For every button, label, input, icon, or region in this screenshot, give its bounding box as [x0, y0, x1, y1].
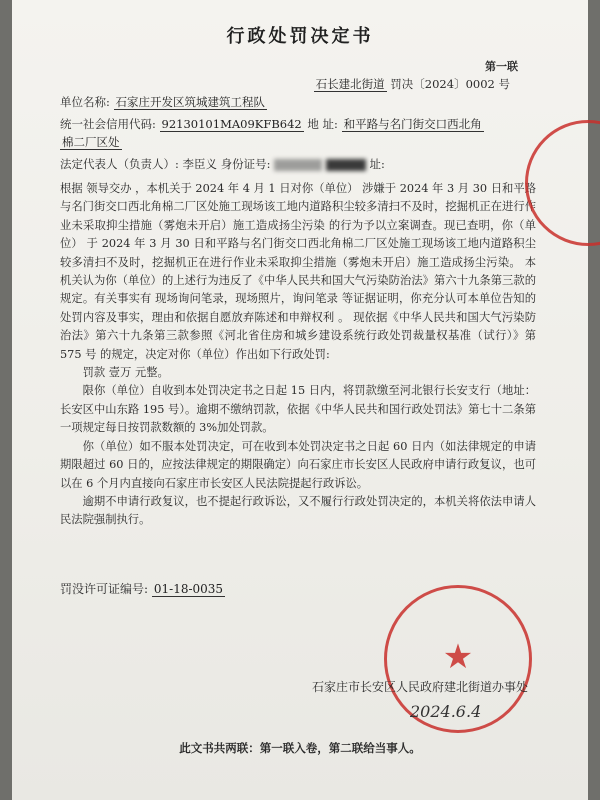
permit-label: 罚没许可证编号: — [60, 582, 149, 596]
copy-label: 第一联 — [485, 60, 518, 73]
credit-code-value: 92130101MA09KFB642 — [161, 117, 302, 131]
fine-line: 罚款 壹万 元整。 — [82, 366, 169, 380]
issuing-organization: 石家庄市长安区人民政府建北街道办事处 — [312, 680, 529, 694]
address-value: 和平路与名门街交口西北角 — [343, 117, 482, 131]
id-label: 身份证号: — [220, 157, 271, 171]
permit-number: 01-18-0035 — [153, 582, 224, 596]
permit-row — [60, 580, 225, 597]
seal-star-icon: ★ — [442, 637, 474, 677]
unit-name-label: 单位名称: — [60, 95, 110, 109]
official-seal-edge — [525, 120, 600, 246]
paragraph-case-facts: 根据 领导交办 ，本机关于 2024 年 4 月 1 日对你（单位） 涉嫌于 2024 年 3 月 30 日和平路与名门街交口西北角棉二厂区处施工现场该工地内道路积尘较多清扫不及时，挖掘机正在进行作业未采取抑尘措施（雾炮未开启）施工造成扬尘污染 的行为予以立案调查。现已查明，你（单位） 于 2024 年 3 月 30 日和平路与名门街交口西北角棉二厂区处施工现场该工地内道路积尘较多清扫不及时，挖掘机正在进行作业未采取抑尘措施（雾炮未开启）施工造成扬尘污染。 本机关认为你（单位）的上述行为违反了《中华人民共和国大气污染防治法》第六十九条第三款的规定。有关事实有 现场询问笔录，现场照片，询问笔录 等证据证明，你充分认可本单位告知的处罚内容及事实，理由和依据自愿放弃陈述和申辩权利 。 现依据《中华人民共和国大气污染防治法》第六十九条第三款参照《河北省住房和城乡建设系统行政处罚裁量权基准（试行）》第 575 号 的规定，决定对你（单位）作出如下行政处罚: — [60, 182, 536, 361]
redacted-id-2 — [326, 159, 366, 171]
doc-prefix: 罚决〔2024〕0002 号 — [390, 77, 510, 91]
home-address-label: 址: — [369, 157, 385, 171]
credit-code-label: 统一社会信用代码: — [60, 117, 156, 131]
unit-name-value: 石家庄开发区筑城建筑工程队 — [115, 95, 266, 109]
paragraph-payment: 限你（单位）自收到本处罚决定书之日起 15 日内，将罚款缴至河北银行长安支行（地址：长安区中山东路 195 号）。逾期不缴纳罚款，依据《中华人民共和国行政处罚法》第七十二条第一项规定每日按罚款数额的 3%加处罚款。 — [60, 384, 536, 435]
footer-note: 此文书共两联：第一联入卷，第二联给当事人。 — [179, 741, 421, 755]
document-number — [314, 76, 510, 92]
legal-rep-row — [60, 156, 385, 172]
paragraph-enforcement: 逾期不申请行政复议，也不提起行政诉讼，又不履行行政处罚决定的，本机关将依法申请人民法院强制执行。 — [60, 494, 536, 527]
unit-name-row — [60, 94, 267, 110]
address-cont-row — [60, 134, 122, 150]
address-label: 地 址: — [307, 117, 338, 131]
legal-rep-label: 法定代表人（负责人）: — [60, 157, 179, 171]
address-cont-value: 棉二厂区处 — [62, 135, 120, 149]
document-title: 行政处罚决定书 — [226, 26, 374, 47]
signature-date: 2024.6.4 — [410, 702, 482, 721]
credit-code-row — [60, 116, 484, 132]
redacted-id — [274, 159, 322, 171]
paragraph-appeal: 你（单位）如不服本处罚决定，可在收到本处罚决定书之日起 60 日内（如法律规定的申请期限超过 60 日的，应按法律规定的期限确定）向石家庄市长安区人民政府申请行政复议，也可以在 6 个月内直接向石家庄市长安区人民法院提起行政诉讼。 — [60, 439, 536, 490]
decision-document — [12, 0, 588, 800]
body-text — [60, 180, 536, 530]
doc-office: 石长建北街道 — [315, 77, 385, 91]
legal-rep-value: 李臣义 — [182, 157, 218, 171]
